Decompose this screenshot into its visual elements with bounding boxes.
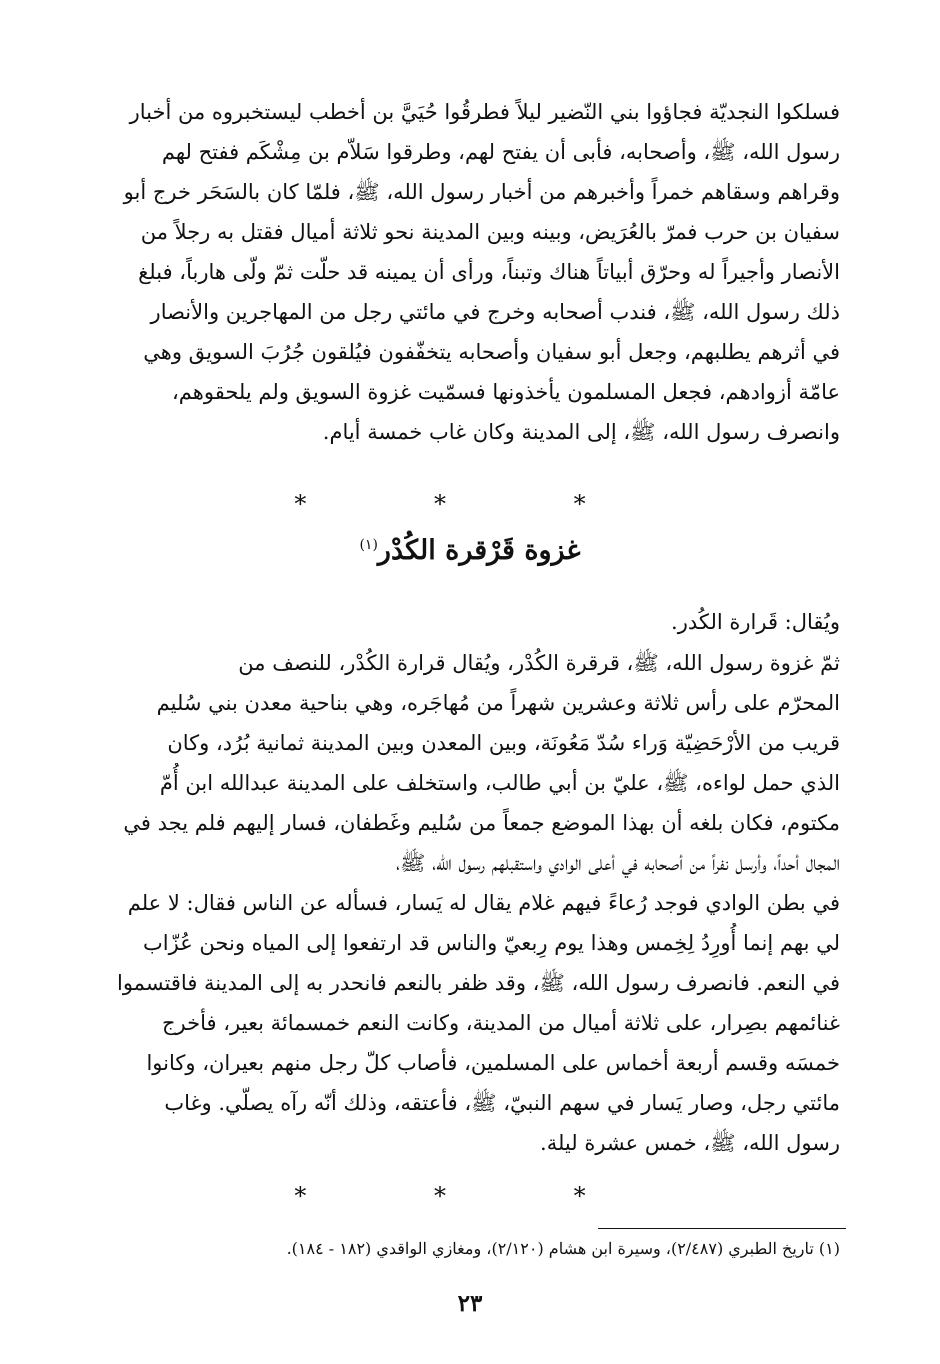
text-line: رسول الله، ﷺ، خمس عشرة ليلة. bbox=[540, 1131, 840, 1155]
text-line: خمسَه وقسم أربعة أخماس على المسلمين، فأصاب كلّ رجل منهم بعيران، وكانوا bbox=[146, 1051, 840, 1075]
text-line: غنائمهم بصِرار، على ثلاثة أميال من المدينة، وكانت النعم خمسمائة بعير، فأخرج bbox=[162, 1011, 840, 1035]
page-number: ٢٣ bbox=[457, 1290, 483, 1317]
footnote: (١) تاريخ الطبري (٢/٤٨٧)، وسيرة ابن هشام (٢/١٢٠)، ومغازي الواقدي (١٨٢ - ١٨٤). bbox=[286, 1239, 840, 1258]
text-line: مكتوم، فكان بلغه أن بهذا الموضع جمعاً من سُليم وغَطفان، فسار إليهم فلم يجد في bbox=[123, 811, 840, 835]
text-line: الذي حمل لواءه، ﷺ، عليّ بن أبي طالب، واستخلف على المدينة عبدالله ابن أُمّ bbox=[159, 771, 840, 795]
section-separator: * * * bbox=[294, 490, 646, 518]
section-separator: * * * bbox=[294, 1182, 646, 1210]
footnote-divider bbox=[598, 1228, 846, 1229]
text-line: في أثرهم يطلبهم، وجعل أبو سفيان وأصحابه يتخفّفون فيُلقون جُرُبَ السويق وهي bbox=[143, 340, 840, 364]
footnote-reference: (١) bbox=[359, 537, 378, 553]
text-line: في النعم. فانصرف رسول الله، ﷺ، وقد ظفر بالنعم فانحدر به إلى المدينة فاقتسموا bbox=[117, 971, 840, 995]
text-line: ثمّ غزوة رسول الله، ﷺ، قرقرة الكُدْر، ويُقال قرارة الكُدْر، للنصف من bbox=[238, 651, 840, 675]
section-heading-title: غزوة قَرْقرة الكُدْر bbox=[377, 535, 581, 566]
text-line: سفيان بن حرب فمرّ بالعُرَيض، وبينه وبين المدينة نحو ثلاثة أميال فقتل به رجلاً من bbox=[140, 220, 840, 244]
section-heading bbox=[0, 535, 940, 566]
text-line: في بطن الوادي فوجد رُعاءً فيهم غلام يقال له يَسار، فسأله عن الناس فقال: لا علم bbox=[127, 891, 840, 915]
text-line: لي بهم إنما أُورِدُ لِخِمس وهذا يوم رِبعيّ والناس قد ارتفعوا إلى المياه ونحن عُزّاب bbox=[143, 931, 840, 955]
text-line: مائتي رجل، وصار يَسار في سهم النبيّ، ﷺ، فأعتقه، وذلك أنّه رآه يصلّي. وغاب bbox=[164, 1091, 840, 1115]
text-line: قريب من الأرْحَضِيّة وَراء سُدّ مَعُونَة، وبين المعدن وبين المدينة ثمانية بُرُد، وكان bbox=[167, 731, 840, 755]
text-line: المحرّم على رأس ثلاثة وعشرين شهراً من مُهاجَره، وهي بناحية معدن بني سُليم bbox=[156, 691, 840, 715]
text-line: وانصرف رسول الله، ﷺ، إلى المدينة وكان غاب خمسة أيام. bbox=[322, 420, 840, 444]
text-line: فسلكوا النجديّة فجاؤوا بني النّضير ليلاً فطرقُوا حُيَيَّ بن أخطب ليستخبروه من أخبار bbox=[129, 100, 840, 124]
paragraph-alternate-name bbox=[100, 602, 840, 642]
text-line: ذلك رسول الله، ﷺ، فندب أصحابه وخرج في مائتي رجل من المهاجرين والأنصار bbox=[150, 300, 840, 324]
text-line: عامّة أزوادهم، فجعل المسلمون يأخذونها فسمّيت غزوة السويق ولم يلحقوهم، bbox=[172, 380, 840, 404]
text-line: الأنصار وأجيراً له وحرّق أبياتاً هناك وتبناً، ورأى أن يمينه قد حلّت ثمّ ولّى هارباً، فبلغ bbox=[138, 260, 840, 284]
text-line: رسول الله، ﷺ، وأصحابه، فأبى أن يفتح لهم، وطرقوا سَلاّم بن مِشْكَم ففتح لهم bbox=[161, 140, 840, 164]
text-line: ويُقال: قَرارة الكُدر. bbox=[671, 610, 840, 634]
paragraph-kudr-campaign bbox=[100, 643, 840, 1163]
text-line: وقراهم وسقاهم خمراً وأخبرهم من أخبار رسول الله، ﷺ، فلمّا كان بالسَحَر خرج أبو bbox=[123, 180, 840, 204]
text-line: المجال أحداً، وأرسل نفراً من أصحابه في أعلى الوادي واستقبلهم رسول الله، ﷺ، bbox=[396, 851, 840, 875]
paragraph-sawiq-campaign bbox=[100, 92, 840, 452]
